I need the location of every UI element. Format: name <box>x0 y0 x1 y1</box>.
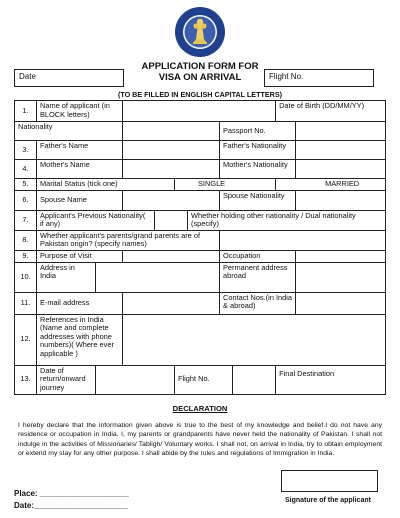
spouse-name-label: Spouse Name <box>37 190 123 210</box>
marital-single-option[interactable] <box>175 179 276 191</box>
occupation-label: Occupation <box>220 250 296 262</box>
marital-married-option[interactable] <box>276 179 386 191</box>
row-number: 8. <box>15 230 37 250</box>
final-destination-label: Final Destination <box>279 368 335 378</box>
row-number: 6. <box>15 190 37 210</box>
pakistan-origin-label: Whether applicant's parents/grand parents are of Pakistan origin? (specify names) <box>37 230 220 250</box>
occupation-input[interactable] <box>296 250 386 262</box>
dual-nationality-field[interactable] <box>188 210 386 230</box>
row-number: 5. <box>15 179 37 191</box>
row-number: 9. <box>15 250 37 262</box>
email-input[interactable] <box>123 292 220 314</box>
applicant-name-input[interactable] <box>123 101 276 122</box>
spouse-name-input[interactable] <box>123 190 220 210</box>
form-title <box>110 61 290 83</box>
applicant-name-label: Name of applicant (in BLOCK letters) <box>37 101 123 122</box>
references-input[interactable] <box>123 314 386 365</box>
marital-single-label: SINGLE <box>198 179 226 188</box>
table-row <box>15 101 386 122</box>
permanent-address-input[interactable] <box>296 262 386 292</box>
row-number: 7. <box>15 210 37 230</box>
passport-number-input[interactable] <box>296 122 386 141</box>
pakistan-origin-input[interactable] <box>220 230 386 250</box>
row-number: 12. <box>15 314 37 365</box>
mother-name-label: Mother's Name <box>37 160 123 179</box>
place-field[interactable]: Place: ____________________ <box>14 489 129 498</box>
declaration-title: DECLARATION <box>172 404 228 413</box>
declaration-text: I hereby declare that the information given above is true to the best of my knowledge and belief.I do not have any residence or occupation in India. I, my parents or grandparents have never held the nationality of Pakistan. I shall not indulge in the activities of Missionaries/ Tabligh/ Voluntary works. I shall not, on arrival in India, try to obtain employment or extend my stay for any other purpose. I shall abide by the rules and regulations of Immigration in India. <box>18 422 382 458</box>
row-number: 11. <box>15 292 37 314</box>
email-label: E-mail address <box>37 292 123 314</box>
date-field[interactable] <box>14 69 124 87</box>
application-form-table <box>14 100 386 395</box>
form-title-line2: VISA ON ARRIVAL <box>158 72 242 83</box>
bureau-emblem-icon <box>174 6 226 58</box>
table-row <box>15 190 386 210</box>
previous-nationality-label: Applicant's Previous Nationality( if any) <box>37 210 155 230</box>
purpose-of-visit-label: Purpose of Visit <box>37 250 123 262</box>
contact-numbers-input[interactable] <box>296 292 386 314</box>
table-row <box>15 230 386 250</box>
signature-label: Signature of the applicant <box>285 497 371 504</box>
father-name-input[interactable] <box>123 141 220 160</box>
signature-box[interactable] <box>281 470 378 492</box>
table-row <box>15 314 386 365</box>
references-label: References in India (Name and complete addresses with phone numbers)( Where ever applicable ) <box>37 314 123 365</box>
father-nationality-input[interactable] <box>296 141 386 160</box>
table-row <box>15 179 386 191</box>
return-flight-input[interactable] <box>233 365 276 394</box>
table-row <box>15 122 386 141</box>
mother-name-input[interactable] <box>123 160 220 179</box>
row-number: 3. <box>15 141 37 160</box>
return-flight-label: Flight No. <box>175 365 233 394</box>
mother-nationality-input[interactable] <box>296 160 386 179</box>
date-signed-field[interactable]: Date:_____________________ <box>14 501 128 510</box>
table-row <box>15 262 386 292</box>
row-number: 10. <box>15 262 37 292</box>
address-india-label: Address in India <box>37 262 96 292</box>
return-journey-input[interactable] <box>96 365 175 394</box>
contact-numbers-label: Contact Nos.(in India & abroad) <box>220 292 296 314</box>
table-row <box>15 210 386 230</box>
purpose-of-visit-input[interactable] <box>123 250 220 262</box>
flight-number-field[interactable] <box>264 69 374 87</box>
date-label: Date <box>19 72 36 81</box>
mother-nationality-label: Mother's Nationality <box>220 160 296 179</box>
dual-nationality-label: Whether holding other nationality / Dual nationality (specify) <box>191 210 356 229</box>
form-title-line1: APPLICATION FORM FOR <box>141 61 259 72</box>
row-number: 4. <box>15 160 37 179</box>
table-row <box>15 250 386 262</box>
address-india-input[interactable] <box>96 262 220 292</box>
nationality-input[interactable] <box>123 122 220 141</box>
table-row <box>15 160 386 179</box>
father-nationality-label: Father's Nationality <box>220 141 296 160</box>
permanent-address-label: Permanent address abroad <box>220 262 296 292</box>
previous-nationality-input[interactable] <box>155 210 188 230</box>
father-name-label: Father's Name <box>37 141 123 160</box>
row-number: 1. <box>15 101 37 122</box>
row-number: 13. <box>15 365 37 394</box>
table-row <box>15 365 386 394</box>
marital-married-label: MARRIED <box>325 179 360 188</box>
flight-number-label: Flight No. <box>269 72 304 81</box>
table-row <box>15 141 386 160</box>
passport-number-label: Passport No. <box>220 122 296 141</box>
date-of-birth-field[interactable] <box>276 101 386 122</box>
spouse-nationality-input[interactable] <box>296 190 386 210</box>
table-row <box>15 292 386 314</box>
spouse-nationality-label: Spouse Nationality <box>220 190 296 210</box>
return-journey-label: Date of return/onward journey <box>37 365 96 394</box>
date-of-birth-label: Date of Birth (DD/MM/YY) <box>279 101 365 110</box>
form-subtitle: (TO BE FILLED IN ENGLISH CAPITAL LETTERS) <box>117 90 283 99</box>
final-destination-field[interactable] <box>276 365 386 394</box>
nationality-label: Nationality <box>15 122 123 141</box>
marital-status-label: Marital Status (tick one) <box>37 179 175 191</box>
